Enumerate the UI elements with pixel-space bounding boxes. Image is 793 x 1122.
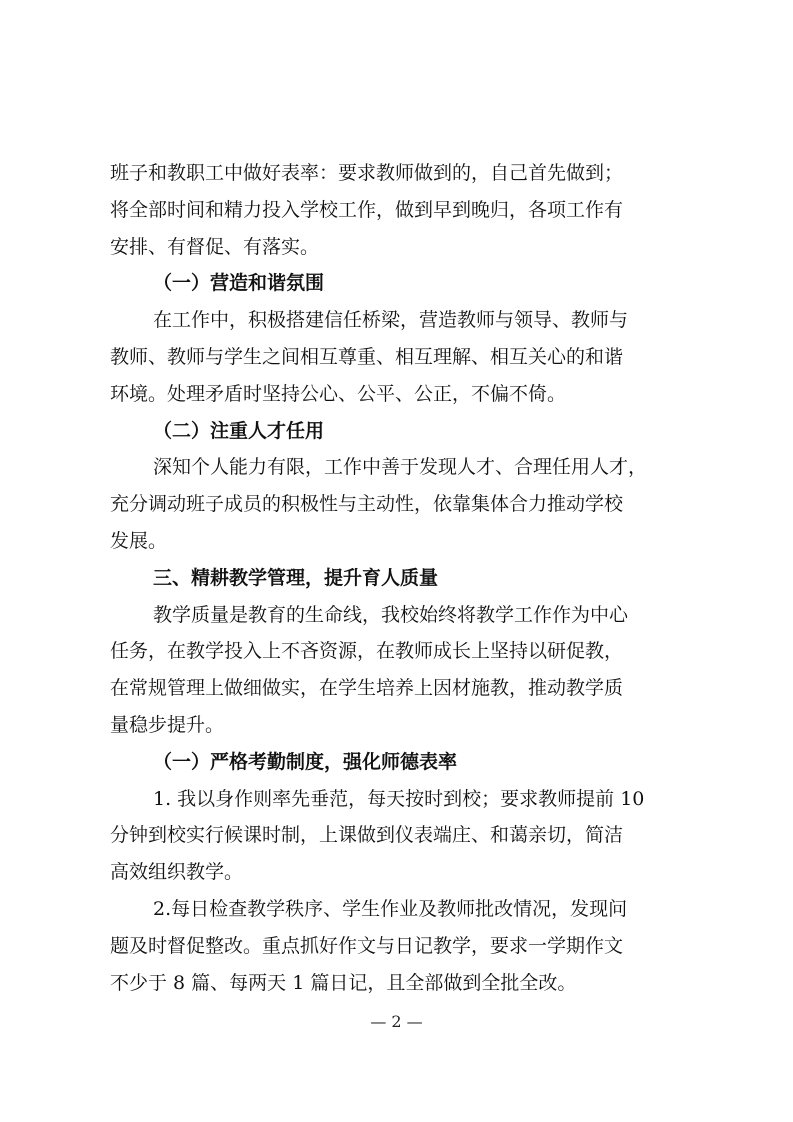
body-line: 任务，在教学投入上不吝资源，在教师成长上坚持以研促教，	[110, 640, 624, 663]
body-line: 在常规管理上做细做实，在学生培养上因材施教，推动教学质	[110, 677, 624, 700]
page-number: — 2 —	[370, 1012, 423, 1031]
body-line: 深知个人能力有限，工作中善于发现人才、合理任用人才，	[153, 456, 648, 479]
document-body	[110, 155, 686, 1001]
body-line: 题及时督促整改。重点抓好作文与日记教学，要求一学期作文	[110, 934, 624, 957]
body-line: 1. 我以身作则率先垂范，每天按时到校；要求教师提前 10	[153, 787, 645, 810]
body-line: 教学质量是教育的生命线，我校始终将教学工作作为中心	[153, 603, 629, 626]
body-line: 发展。	[110, 529, 168, 552]
section-heading: （二）注重人才任用	[153, 419, 325, 442]
body-line: 高效组织教学。	[110, 861, 244, 884]
body-line: 班子和教职工中做好表率：要求教师做到的，自己首先做到；	[110, 162, 624, 184]
section-heading: （一）营造和谐氛围	[153, 272, 325, 295]
body-line: 量稳步提升。	[110, 713, 225, 736]
body-line: 安排、有督促、有落实。	[110, 235, 320, 258]
body-line: 分钟到校实行候课时制，上课做到仪表端庄、和蔼亲切，简洁	[110, 824, 624, 847]
chapter-heading: 三、精耕教学管理，提升育人质量	[153, 566, 439, 589]
body-line: 不少于 8 篇、每两天 1 篇日记，且全部做到全批全改。	[110, 971, 577, 994]
body-line: 在工作中，积极搭建信任桥梁，营造教师与领导、教师与	[153, 309, 629, 332]
section-heading: （一）严格考勤制度，强化师德表率	[153, 750, 458, 773]
body-line: 2.每日检查教学秩序、学生作业及教师批改情况，发现问	[153, 897, 628, 920]
body-line: 将全部时间和精力投入学校工作，做到早到晚归，各项工作有	[110, 198, 624, 221]
body-line: 环境。处理矛盾时坚持公心、公平、公正，不偏不倚。	[110, 382, 567, 405]
body-line: 充分调动班子成员的积极性与主动性，依靠集体合力推动学校	[110, 493, 624, 516]
body-line: 教师、教师与学生之间相互尊重、相互理解、相互关心的和谐	[110, 345, 624, 368]
